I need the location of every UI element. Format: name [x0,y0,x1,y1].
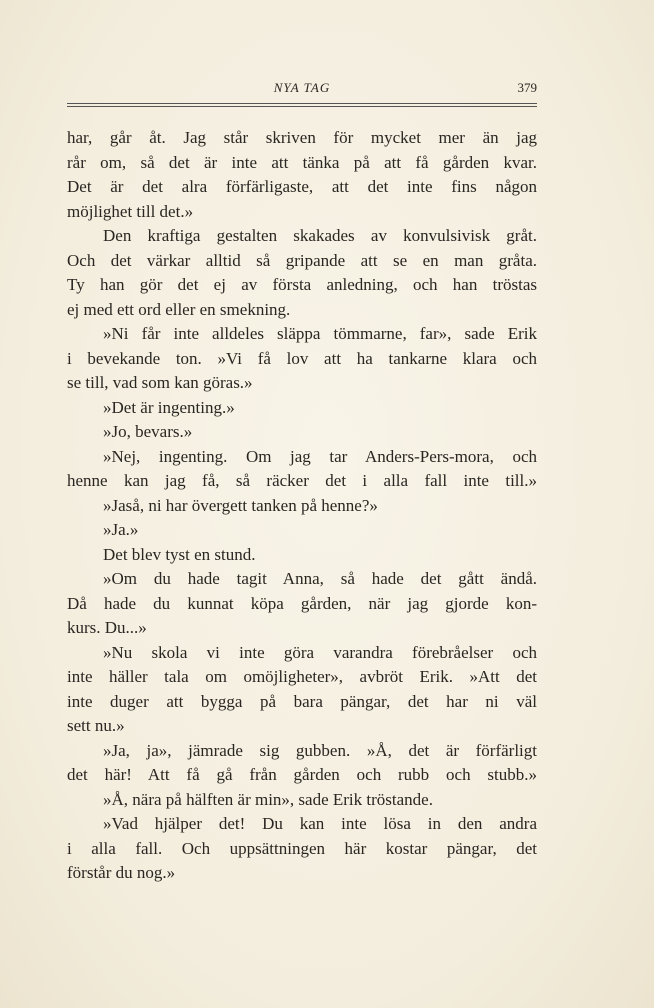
text-line: »Å, nära på hälften är min», sade Erik tröstande. [103,789,433,809]
text-line: i alla fall. Och uppsättningen här kostar pängar, det [67,838,537,858]
text-line: »Jaså, ni har övergett tanken på henne?» [103,495,378,515]
text-line: förstår du nog.» [67,863,176,882]
text-line: »Ni får inte alldeles släppa tömmarne, far», sade Erik [103,324,537,343]
text-line: Och det värkar alltid så gripande att se en man gråta. [67,250,537,270]
text-line: i bevekande ton. »Vi få lov att ha tankarne klara och [67,348,537,368]
text-line: se till, vad som kan göras.» [67,373,253,392]
text-line: det här! Att få gå från gården och rubb och stubb.» [67,765,537,784]
text-line: Det blev tyst en stund. [103,544,256,564]
page-header [67,80,537,100]
text-line: sett nu.» [67,716,125,735]
running-title: NYA TAG [273,80,331,95]
text-line: henne kan jag få, så räcker det i alla fall inte till.» [67,471,537,490]
text-line: inte duger att bygga på bara pängar, det har ni väl [67,691,537,711]
body-text [67,126,537,886]
text-line: »Nu skola vi inte göra varandra förebråelser och [103,642,537,662]
text-line: »Det är ingenting.» [103,397,235,417]
text-line: möjlighet till det.» [67,201,194,221]
text-line: »Ja.» [103,520,139,539]
text-line: »Om du hade tagit Anna, så hade det gått ändå. [103,569,537,588]
text-line: kurs. Du...» [67,618,147,637]
text-line: »Vad hjälper det! Du kan inte lösa in den andra [103,814,537,833]
text-line: rår om, så det är inte att tänka på att få gården kvar. [67,152,537,172]
text-line: inte häller tala om omöjligheter», avbröt Erik. »Att det [67,667,537,686]
text-line: »Nej, ingenting. Om jag tar Anders-Pers-mora, och [103,446,537,466]
text-line: ej med ett ord eller en smekning. [67,299,291,319]
text-line: »Ja, ja», jämrade sig gubben. »Å, det är förfärligt [103,740,537,760]
page-number: 379 [517,80,537,95]
text-line: Ty han gör det ej av första anledning, och han tröstas [67,275,537,294]
text-line: har, går åt. Jag står skriven för mycket mer än jag [67,128,537,147]
text-line: Det är det alra förfärligaste, att det inte fins någon [67,177,537,196]
header-rule [67,103,537,104]
header-rule-second [67,106,537,107]
text-line: »Jo, bevars.» [103,422,193,441]
text-line: Den kraftiga gestalten skakades av konvulsivisk gråt. [103,226,537,245]
text-line: Då hade du kunnat köpa gården, när jag gjorde kon- [67,593,537,613]
